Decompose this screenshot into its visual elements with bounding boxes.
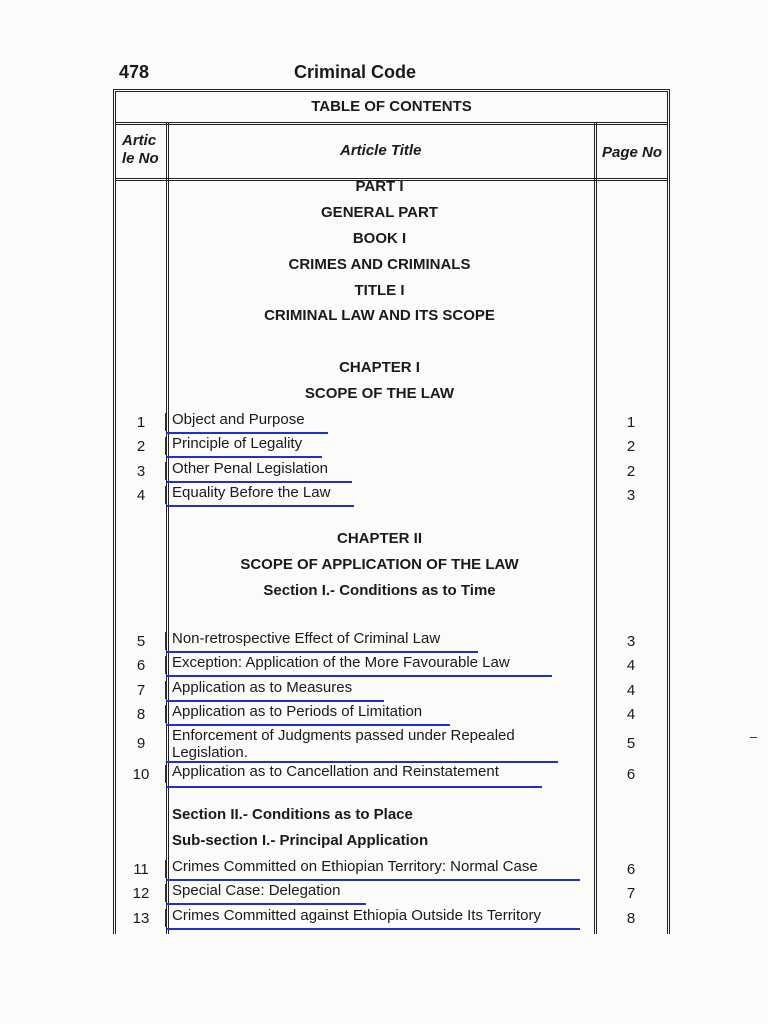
page-ref: 2 xyxy=(626,438,636,455)
article-title: Non-retrospective Effect of Criminal Law xyxy=(172,630,441,647)
underline xyxy=(166,879,580,881)
toc-caption: TABLE OF CONTENTS xyxy=(116,92,667,125)
heading-crimes-criminals: CRIMES AND CRIMINALS xyxy=(288,256,471,273)
entry-margin-mark xyxy=(165,437,166,455)
page-ref: 1 xyxy=(626,414,636,431)
toc-entry[interactable] xyxy=(0,435,768,459)
underline xyxy=(166,456,322,458)
page-ref: 4 xyxy=(626,657,636,674)
underline xyxy=(166,481,352,483)
article-title: Principle of Legality xyxy=(172,435,303,452)
page-ref: 4 xyxy=(626,706,636,723)
toc-entry[interactable] xyxy=(0,654,768,678)
article-number: 11 xyxy=(133,861,149,878)
page-ref: 2 xyxy=(626,463,636,480)
article-title: Special Case: Delegation xyxy=(172,882,341,899)
heading-section-place: Section II.- Conditions as to Place xyxy=(172,806,413,823)
page-ref: 3 xyxy=(626,487,636,504)
entry-margin-mark xyxy=(165,909,166,927)
margin-mark xyxy=(750,737,757,738)
entry-margin-mark xyxy=(165,884,166,902)
toc-entry[interactable] xyxy=(0,460,768,484)
heading-chapter-1: CHAPTER I xyxy=(339,359,420,376)
heading-book: BOOK I xyxy=(352,230,407,247)
column-header-page: Page No xyxy=(602,144,663,161)
page-ref: 6 xyxy=(626,766,636,783)
toc-entry[interactable] xyxy=(0,907,768,931)
page-ref: 7 xyxy=(626,885,636,902)
underline xyxy=(166,700,384,702)
column-divider-page xyxy=(594,122,597,934)
heading-scope-of-law: SCOPE OF THE LAW xyxy=(304,385,455,402)
article-title: Object and Purpose xyxy=(172,411,305,428)
article-title: Crimes Committed against Ethiopia Outside Its Territory xyxy=(172,907,542,924)
entry-margin-mark xyxy=(165,486,166,504)
article-title: Other Penal Legislation xyxy=(172,460,328,477)
heading-criminal-law-scope: CRIMINAL LAW AND ITS SCOPE xyxy=(264,307,495,324)
article-number: 1 xyxy=(136,414,146,431)
heading-subsection-principal: Sub-section I.- Principal Application xyxy=(172,832,429,849)
toc-entry[interactable] xyxy=(0,679,768,703)
article-number: 3 xyxy=(136,463,146,480)
article-number: 4 xyxy=(136,487,146,504)
toc-entry[interactable] xyxy=(0,411,768,435)
page-ref: 5 xyxy=(626,735,636,752)
article-title: Crimes Committed on Ethiopian Territory: Normal Case xyxy=(172,858,538,875)
toc-entry[interactable] xyxy=(0,630,768,654)
heading-chapter-2: CHAPTER II xyxy=(336,530,422,547)
article-number: 6 xyxy=(136,657,146,674)
article-title: Application as to Measures xyxy=(172,679,353,696)
page-number: 478 xyxy=(119,62,150,82)
entry-margin-mark xyxy=(165,705,166,723)
underline xyxy=(166,651,478,653)
underline xyxy=(166,786,542,788)
entry-margin-mark xyxy=(165,860,166,878)
heading-section-time: Section I.- Conditions as to Time xyxy=(263,582,496,599)
article-title: Application as to Cancellation and Reinstatement xyxy=(172,763,499,780)
toc-entry[interactable] xyxy=(0,703,768,727)
toc-entry[interactable] xyxy=(0,858,768,882)
underline xyxy=(166,505,354,507)
toc-entry[interactable] xyxy=(0,763,768,787)
column-header-title: Article Title xyxy=(340,142,422,159)
entry-margin-mark xyxy=(165,413,166,431)
entry-margin-mark xyxy=(165,765,166,783)
underline xyxy=(166,675,552,677)
heading-general-part: GENERAL PART xyxy=(321,204,438,221)
underline xyxy=(166,761,558,763)
article-number: 7 xyxy=(136,682,146,699)
page-ref: 3 xyxy=(626,633,636,650)
heading-title: TITLE I xyxy=(354,282,405,299)
underline xyxy=(166,724,450,726)
heading-scope-of-application: SCOPE OF APPLICATION OF THE LAW xyxy=(240,556,519,573)
heading-part: PART I xyxy=(355,178,404,195)
article-title: Equality Before the Law xyxy=(172,484,331,501)
entry-margin-mark xyxy=(165,462,166,480)
entry-margin-mark xyxy=(165,632,166,650)
entry-margin-mark xyxy=(165,656,166,674)
column-header-article: Artic le No xyxy=(122,132,159,167)
article-number: 13 xyxy=(132,910,150,927)
article-title: Exception: Application of the More Favourable Law xyxy=(172,654,510,671)
underline xyxy=(166,432,328,434)
entry-margin-mark xyxy=(165,681,166,699)
page-title: Criminal Code xyxy=(294,62,417,82)
article-number: 9 xyxy=(136,735,146,752)
page-ref: 4 xyxy=(626,682,636,699)
article-title: Application as to Periods of Limitation xyxy=(172,703,423,720)
toc-entry[interactable] xyxy=(0,484,768,508)
toc-entry[interactable] xyxy=(0,882,768,906)
article-number: 12 xyxy=(132,885,150,902)
page-ref: 8 xyxy=(626,910,636,927)
article-number: 2 xyxy=(136,438,146,455)
article-number: 8 xyxy=(136,706,146,723)
underline xyxy=(166,903,366,905)
underline xyxy=(166,928,580,930)
article-number: 5 xyxy=(136,633,146,650)
article-number: 10 xyxy=(132,766,150,783)
article-title: Enforcement of Judgments passed under Repealed Legislation. xyxy=(172,727,515,761)
page-ref: 6 xyxy=(626,861,636,878)
